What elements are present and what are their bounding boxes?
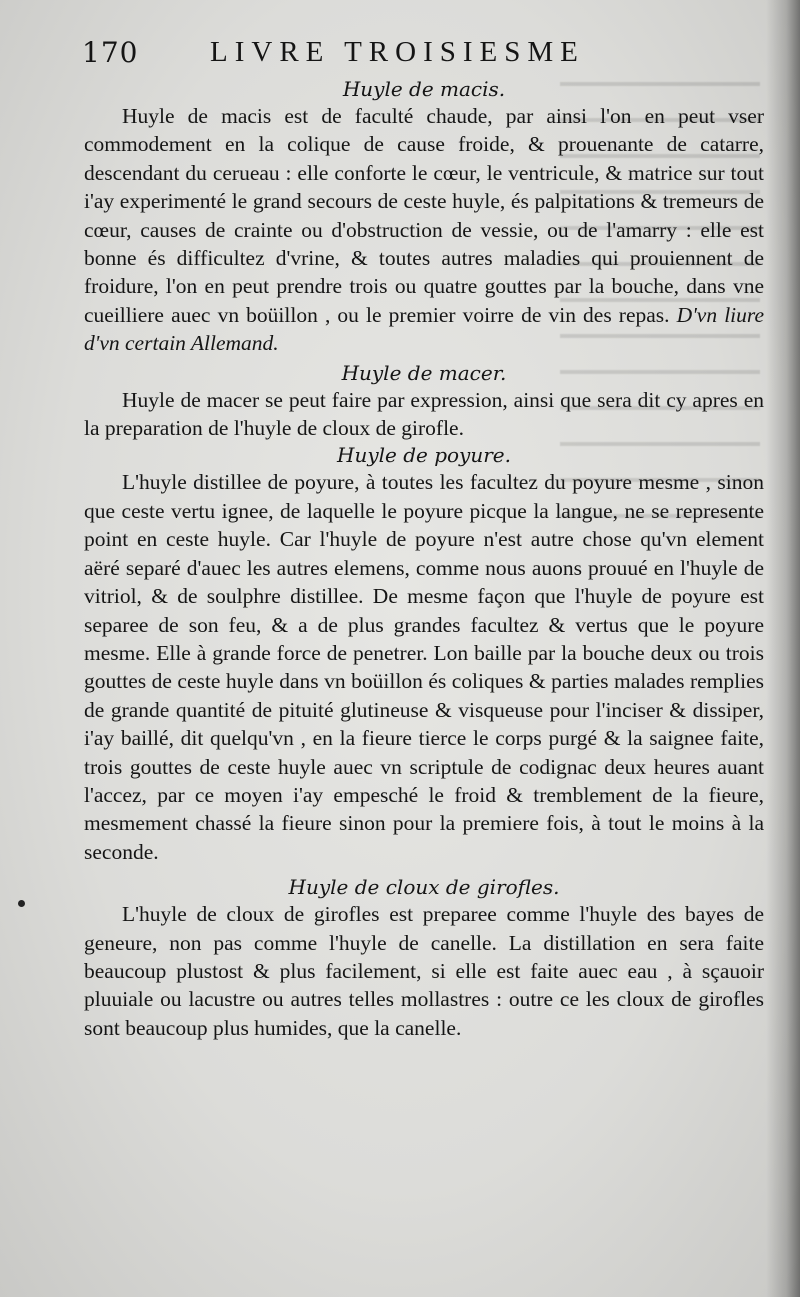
margin-mark: [18, 900, 25, 907]
page-header: [82, 36, 772, 76]
paragraph-poyure: L'huyle distillee de poyure, à toutes les facultez du poyure mesme , sinon que ceste vertu ignee, de laquelle le poyure picque la langue, ne se represente point en ceste huyle. Car l'huyle de poyure n'est autre chose qu'vn element aëré separé d'auec les autres elemens, comme nous auons prouué en l'huyle de vitriol, & de soulphre distillee. De mesme façon que l'huyle de poyure est separee de son feu, & a de plus grandes facultez & vertus que le poyure mesme. Elle à grande force de penetrer. Lon baille par la bouche deux ou trois gouttes de ceste huyle dans vn boüillon és coliques & parties malades remplies de grande quantité de pituité glutineuse & visqueuse pour l'inciser & dissiper, i'ay baillé, dit quelqu'vn , en la fieure tierce le corps purgé & la saignee faite, trois gouttes de ceste huyle auec vn scriptule de codignac deux heures auant l'accez, par ce moyen i'ay empesché le froid & tremblement de la fieure, mesmement chassé la fieure sinon pour la premiere fois, à tout le moins à la seconde.: [84, 470, 764, 864]
page-edge-shadow: [766, 0, 800, 1297]
running-title: LIVRE TROISIESME: [210, 36, 585, 68]
page-body: [84, 76, 764, 1042]
section-title-macis: Huyle de macis.: [342, 77, 506, 101]
paragraph-macis-source: D'vn liure d'vn certain Allemand.: [84, 302, 765, 356]
paragraph-macis-text: Huyle de macis est de faculté chaude, par ainsi l'on en peut vser commodement en la colique de cause froide, & prouenante de catarre, descendant du cerueau : elle conforte le cœur, le ventricule, & matrice sur tout i'ay experimenté le grand secours de ceste huyle, és palpitations & tremeurs de cœur, causes de crainte ou d'obstruction de vessie, ou de l'amarry : elle est bonne és difficultez d'vrine, & toutes autres maladies qui prouiennent de froidure, l'on en peut prendre trois ou quatre gouttes par la bouche, dans vne cueilliere auec vn boüillon , ou le premier voirre de vin des repas.: [84, 104, 764, 327]
section-title-poyure: Huyle de poyure.: [337, 443, 511, 468]
section-title-girofles: Huyle de cloux de girofles.: [288, 875, 560, 900]
page-number: 170: [82, 36, 139, 69]
section-title-macer: Huyle de macer.: [341, 360, 507, 385]
paragraph-macis: [84, 102, 764, 358]
paragraph-macer: Huyle de macer se peut faire par expression, ainsi que sera dit cy apres en la preparation de l'huyle de cloux de girofle.: [84, 387, 764, 441]
paragraph-girofles: L'huyle de cloux de girofles est preparee comme l'huyle des bayes de geneure, non pas comme l'huyle de canelle. La distillation en sera faite beaucoup plustost & plus facilement, si elle est faite auec eau , à sçauoir pluuiale ou lacustre ou autres telles mollastres : outre ce les cloux de girofles sont beaucoup plus humides, que la canelle.: [84, 902, 764, 1040]
